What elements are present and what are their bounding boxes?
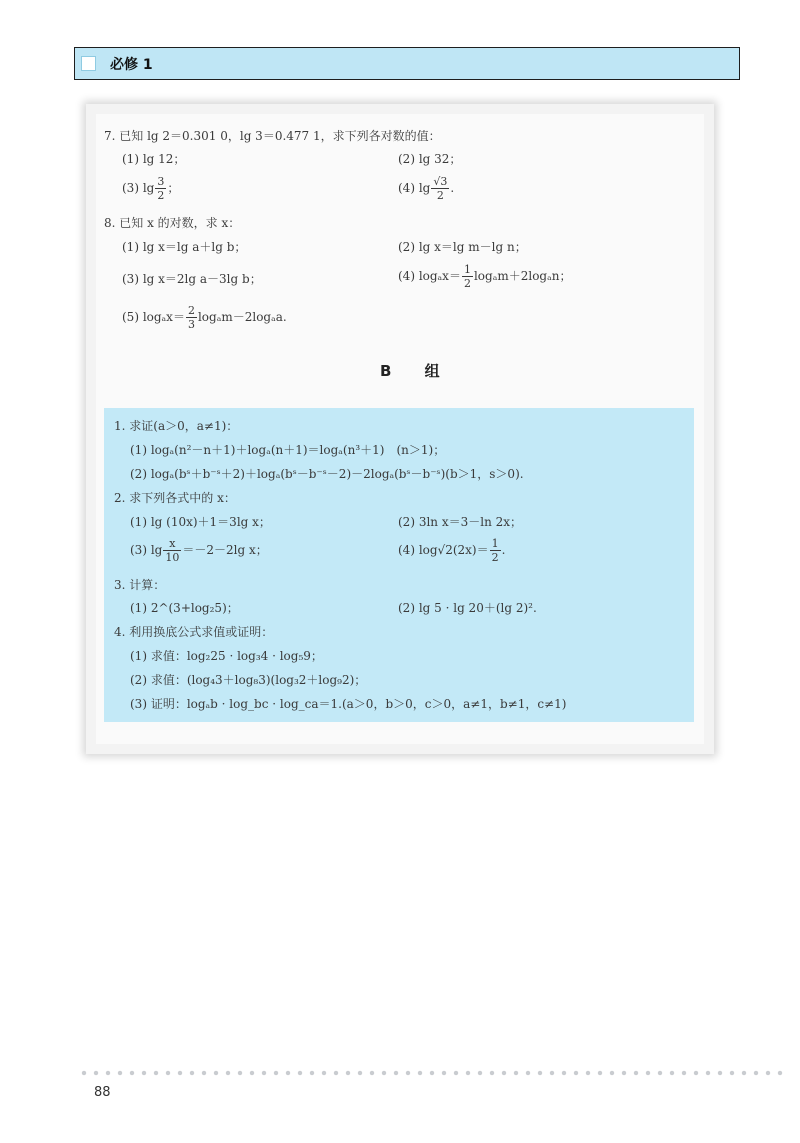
q8-part5-fraction [186,305,197,330]
q7-part4-denominator: 2 [436,189,444,202]
q7-part3-suffix: ； [167,181,180,195]
page-number: 88 [94,1085,111,1100]
q8-part5-numerator: 2 [187,304,195,317]
q8-stem: 8. 已知 x 的对数，求 x： [104,216,241,230]
b2-part3-numerator: x [163,538,181,551]
q8-part5-prefix: (5) logₐx＝ [122,310,185,324]
q8-part2: (2) lg x＝lg m－lg n； [398,240,527,254]
q8-part4-prefix: (4) logₐx＝ [398,269,461,283]
b4-stem: 4. 利用换底公式求值或证明： [114,625,274,639]
q8-part5 [122,305,287,330]
b2-part4 [398,538,505,563]
b2-part4-denominator: 2 [491,551,499,564]
b2-part2: (2) 3ln x＝3－ln 2x； [398,515,523,529]
q8-part4-denominator: 2 [463,277,471,290]
q8-part1: (1) lg x＝lg a＋lg b； [122,240,247,254]
chapter-header-bar [74,47,740,80]
b4-part1: (1) 求值：log₂25 · log₃4 · log₅9； [130,649,323,663]
b2-part3-suffix: ＝－2－2lg x； [182,543,268,557]
b1-part2: (2) logₐ(bˢ＋b⁻ˢ＋2)＋logₐ(bˢ－b⁻ˢ－2)－2logₐ(bˢ－b⁻ˢ)(b＞1，s＞0). [130,467,524,481]
b3-part2: (2) lg 5 · lg 20＋(lg 2)². [398,601,537,615]
group-b-title: B 组 [380,362,454,380]
b2-part4-numerator: 1 [491,537,499,550]
q7-part3-prefix: (3) lg [122,181,155,195]
b2-part4-fraction [490,538,501,563]
q7-stem: 7. 已知 lg 2＝0.301 0，lg 3＝0.477 1，求下列各对数的值： [104,129,441,143]
q7-part4-prefix: (4) lg [398,181,431,195]
b3-stem: 3. 计算： [114,578,166,592]
b4-part2: (2) 求值：(log₄3＋log₈3)(log₃2＋log₉2)； [130,673,367,687]
q7-part4-suffix: . [450,181,455,195]
q8-part4 [398,264,571,289]
q7-part3-fraction [155,176,166,201]
q7-part1: (1) lg 12； [122,152,186,166]
b2-part4-prefix: (4) log√2(2x)＝ [398,543,489,557]
b2-part3-fraction [163,538,181,563]
chapter-title: 必修 1 [110,56,153,73]
b1-part1: (1) logₐ(n²－n＋1)＋logₐ(n＋1)＝logₐ(n³＋1) (n＞1)； [130,443,446,457]
q8-part4-numerator: 1 [463,263,471,276]
q8-part3: (3) lg x＝2lg a－3lg b； [122,272,262,286]
q7-part3 [122,176,179,201]
b2-part3-prefix: (3) lg [130,543,163,557]
b2-stem: 2. 求下列各式中的 x： [114,491,236,505]
b2-part3-denominator: 10 [165,551,180,564]
q8-part5-denominator: 3 [187,318,195,331]
q7-part3-denominator: 2 [157,189,165,202]
b1-stem: 1. 求证(a＞0，a≠1)： [114,419,239,433]
b2-part3 [130,538,268,563]
q7-part4-fraction [431,176,449,201]
header-square-icon [81,56,96,71]
q8-part4-fraction [462,264,473,289]
b4-part3: (3) 证明：logₐb · log_bc · log_ca＝1.(a＞0，b＞0，c＞0，a≠1，b≠1，c≠1) [130,697,567,711]
q8-part4-suffix: logₐm＋2logₐn； [473,269,572,283]
q7-part2: (2) lg 32； [398,152,462,166]
q8-part5-suffix: logₐm－2logₐa. [197,310,287,324]
q7-part3-numerator: 3 [157,175,165,188]
b3-part1: (1) 2^(3+log₂5)； [130,601,239,615]
q7-part4 [398,176,454,201]
footer-dotted-divider [78,1069,788,1077]
b2-part4-suffix: . [501,543,506,557]
b2-part1: (1) lg (10x)＋1＝3lg x； [130,515,271,529]
q7-part4-numerator: √3 [433,175,448,188]
